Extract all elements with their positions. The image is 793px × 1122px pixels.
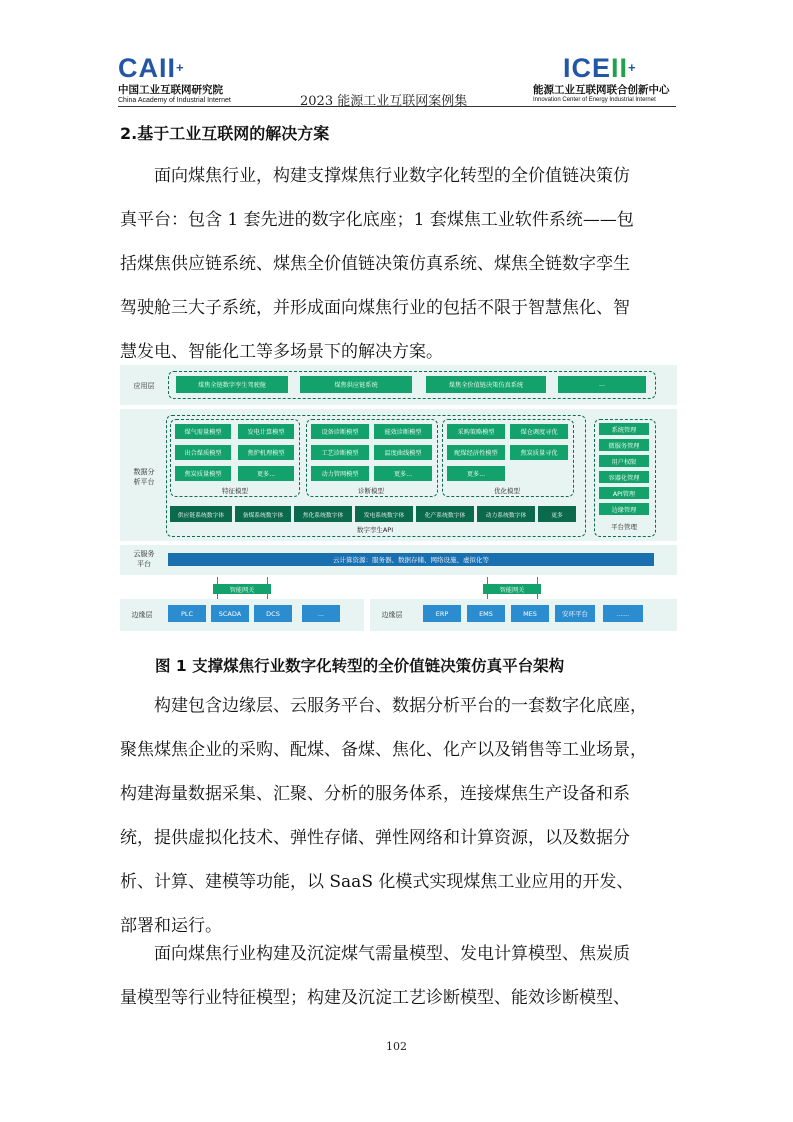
paragraph-1 (120, 154, 678, 374)
smart-gateway-left: 智能网关 (213, 584, 271, 594)
optimize-model-item: 焦炭质量寻优 (510, 445, 568, 460)
edge-item: SCADA (211, 605, 249, 622)
cloud-resources-bar: 云计算资源：服务器、数据存储、网络设施、虚拟化等 (168, 553, 654, 566)
feature-model-label: 特征模型 (222, 487, 248, 495)
edge-item: ... (302, 605, 340, 622)
platform-item: 边缘管理 (599, 503, 649, 515)
para1-line: 括煤焦供应链系统、煤焦全价值链决策仿真系统、煤焦全链数字孪生 (120, 254, 630, 274)
feature-model-item: 发电计算模型 (238, 424, 294, 439)
para1-line: 真平台：包含 1 套先进的数字化底座；1 套煤焦工业软件系统——包 (120, 210, 634, 230)
diagnosis-model-label: 诊断模型 (358, 487, 384, 495)
edge-item: DCS (254, 605, 292, 622)
platform-item: 用户权限 (599, 455, 649, 467)
para2-line: 统，提供虚拟化技术、弹性存储、弹性网络和计算资源，以及数据分 (120, 828, 630, 848)
feature-model-item: 出合煤质模型 (175, 445, 231, 460)
platform-label: 平台管理 (611, 523, 637, 531)
cloud-layer-label: 云服务 平台 (133, 550, 155, 568)
iceii-logo-mark-b: II (611, 53, 629, 83)
feature-model-item: 焦炉机理模型 (238, 445, 294, 460)
optimize-model-label: 优化模型 (494, 487, 520, 495)
edge-layer-left-label: 边缘层 (131, 611, 153, 619)
iceii-logo-cn: 能源工业互联网联合创新中心 (533, 84, 670, 96)
diagnosis-model-item: 工艺诊断模型 (311, 445, 369, 460)
smart-gateway-right: 智能网关 (483, 584, 541, 594)
header-title: 2023 能源工业互联网案例集 (300, 94, 468, 109)
twin-item: 发电系统数字体 (355, 506, 413, 522)
para2-line: 聚焦煤焦企业的采购、配煤、备煤、焦化、化产以及销售等工业场景， (120, 740, 647, 760)
caii-logo-cn: 中国工业互联网研究院 (118, 84, 223, 96)
feature-model-item: 焦炭质量模型 (175, 466, 231, 481)
platform-item: 微服务管理 (599, 439, 649, 451)
optimize-model-item: 配煤经济性模型 (447, 445, 505, 460)
paragraph-2 (120, 684, 678, 948)
caii-logo-en: China Academy of Industrial Internet (118, 97, 231, 104)
para3-line: 面向煤焦行业构建及沉淀煤气需量模型、发电计算模型、焦炭质 (154, 944, 630, 964)
diagnosis-model-item: 更多... (374, 466, 432, 481)
diagnosis-model-item: 能效诊断模型 (374, 424, 432, 439)
twin-item: 化产系统数字体 (416, 506, 474, 522)
edge-item: 安环平台 (555, 605, 595, 622)
twin-item: 备煤系统数字体 (235, 506, 291, 522)
edge-item: MES (511, 605, 549, 622)
para2-line: 构建海量数据采集、汇聚、分析的服务体系，连接煤焦生产设备和系 (120, 784, 630, 804)
para2-line: 析、计算、建模等功能，以 SaaS 化模式实现煤焦工业应用的开发、 (120, 872, 634, 892)
iceii-logo-mark-a: ICE (563, 53, 612, 83)
platform-item: 系统管理 (599, 423, 649, 435)
edge-item: EMS (467, 605, 505, 622)
architecture-diagram (120, 365, 677, 637)
caii-logo: CAII+ 中国工业互联网研究院 China Academy of Industrial Internet (118, 55, 258, 104)
para1-line: 慧发电、智能化工等多场景下的解决方案。 (120, 342, 443, 362)
app-item: ... (558, 376, 646, 393)
platform-item: API管理 (599, 487, 649, 499)
diagnosis-model-item: 设备诊断模型 (311, 424, 369, 439)
section-title: 2.基于工业互联网的解决方案 (120, 124, 330, 143)
twin-item: 动力系统数字体 (477, 506, 535, 522)
app-item: 煤焦全链数字孪生驾驶舱 (176, 376, 288, 393)
edge-item: ...... (603, 605, 643, 622)
twin-api-label: 数字孪生API (356, 526, 394, 534)
para2-line: 部署和运行。 (120, 916, 222, 936)
diagnosis-model-item: 动力管网模型 (311, 466, 369, 481)
optimize-model-item: 更多... (447, 466, 505, 481)
twin-item: 焦化系统数字体 (294, 506, 352, 522)
edge-item: ERP (423, 605, 461, 622)
iceii-logo-en: Innovation Center of Energy Industrial Internet (533, 97, 656, 103)
feature-model-item: 煤气需量模型 (175, 424, 231, 439)
edge-item: PLC (168, 605, 206, 622)
figure-caption: 图 1 支撑煤焦行业数字化转型的全价值链决策仿真平台架构 (155, 657, 565, 675)
page-number: 102 (386, 1040, 407, 1053)
edge-layer-right-label: 边缘层 (381, 611, 403, 619)
iceii-logo: ICEII+ 能源工业互联网联合创新中心 Innovation Center of Energy Industrial Internet (533, 55, 683, 103)
caii-logo-mark: CAII (118, 53, 176, 83)
optimize-model-item: 采购策略模型 (447, 424, 505, 439)
feature-model-item: 更多... (238, 466, 294, 481)
para1-line: 面向煤焦行业，构建支撑煤焦行业数字化转型的全价值链决策仿 (154, 166, 630, 186)
app-layer-label: 应用层 (133, 382, 155, 390)
diagnosis-model-item: 温度曲线模型 (374, 445, 432, 460)
para1-line: 驾驶舱三大子系统，并形成面向煤焦行业的包括不限于智慧焦化、智 (120, 298, 630, 318)
header-divider (118, 106, 676, 107)
app-item: 煤焦全价值链决策仿真系统 (426, 376, 546, 393)
analysis-layer-label: 数据分 析平台 (133, 468, 155, 486)
twin-item: 供应链系统数字体 (170, 506, 232, 522)
para3-line: 量模型等行业特征模型；构建及沉淀工艺诊断模型、能效诊断模型、 (120, 988, 630, 1008)
paragraph-3 (120, 932, 678, 1020)
platform-item: 容器化管理 (599, 471, 649, 483)
twin-item: 更多 (538, 506, 576, 522)
para2-line: 构建包含边缘层、云服务平台、数据分析平台的一套数字化底座， (154, 696, 647, 716)
optimize-model-item: 煤仓调度寻优 (510, 424, 568, 439)
app-item: 煤焦供应链系统 (300, 376, 412, 393)
